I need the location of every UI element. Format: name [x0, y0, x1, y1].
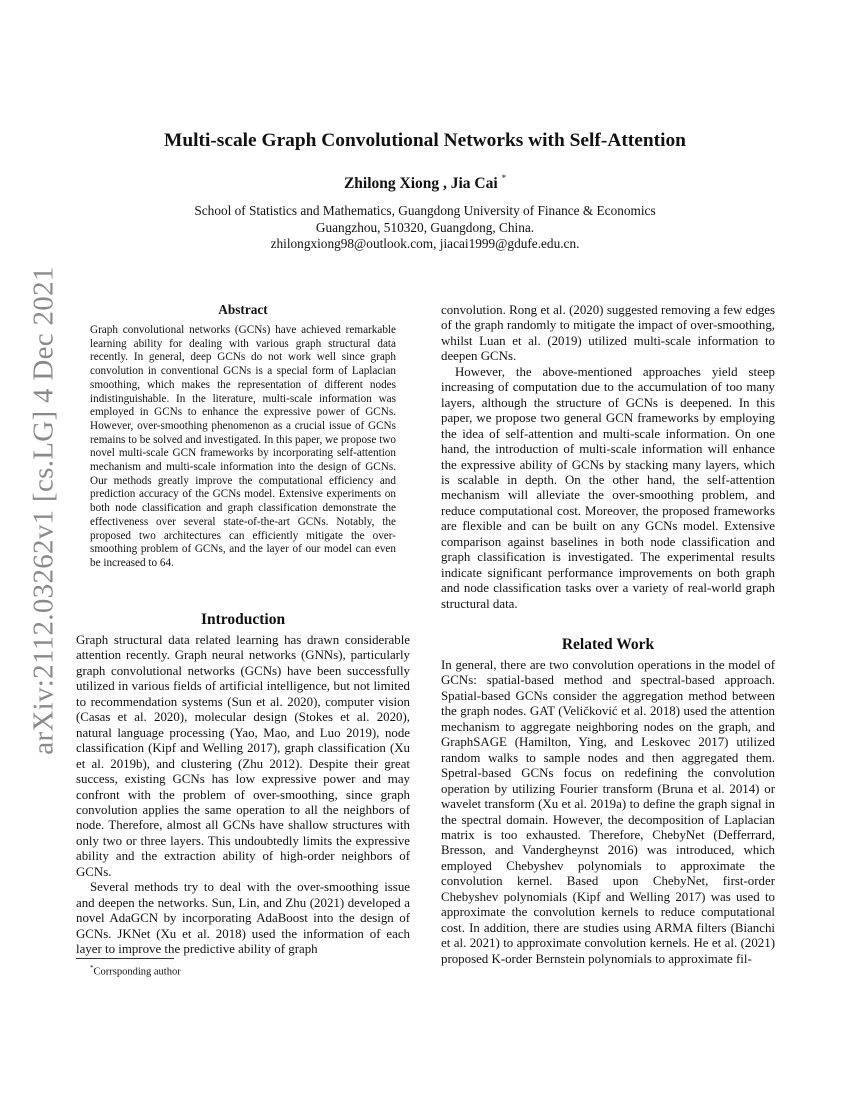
arxiv-id-text: arXiv:2112.03262v1 [cs.LG] 4 Dec 2021 — [27, 265, 60, 755]
related-work-heading: Related Work — [561, 636, 655, 653]
introduction-body — [76, 633, 410, 958]
footnote — [90, 964, 181, 978]
affiliation-institution: School of Statistics and Mathematics, Guangdong University of Finance & Economics — [194, 203, 656, 218]
abstract-heading: Abstract — [218, 302, 268, 317]
author-line — [0, 175, 850, 193]
corresponding-author-mark: * — [501, 173, 507, 183]
footnote-text: Corrsponding author — [93, 966, 181, 978]
introduction-paragraph-2: Several methods try to deal with the over-smoothing issue and deepen the networks. Sun, Lin, and Zhu (2021) developed a novel AdaGCN by incorporating AdaBoost into the design of GCNs. JKNet (Xu et al. 2018) used the information of each layer to improve the predictive ability of graph — [76, 880, 410, 957]
introduction-paragraph-1: Graph structural data related learning has drawn considerable attention recently. Graph neural networks (GNNs), particularly graph convolutional networks (GCNs) have been successfully utilized in various fields of artificial intelligence, but not limited to recommendation systems (Sun et al. 2020), computer vision (Casas et al. 2020), molecular design (Stokes et al. 2020), natural language processing (Yao, Mao, and Luo 2019), node classification (Kipf and Welling 2017), graph classification (Xu et al. 2019b), and clustering (Zhu 2012). Despite their great success, existing GCNs has low expressive power and may confront with the problem of over-smoothing, since graph convolution applies the same operation to all the neighbors of node. Therefore, almost all GCNs have shallow structures with only two or three layers. This undoubtedly limits the expressive ability and the extraction ability of high-order neighbors of GCNs. — [76, 633, 410, 879]
affiliation-emails: zhilongxiong98@outlook.com, jiacai1999@gdufe.edu.cn. — [270, 236, 580, 251]
related-work-body — [441, 658, 775, 967]
footnote-mark: * — [90, 964, 94, 972]
abstract-body: Graph convolutional networks (GCNs) have achieved remarkable learning ability for dealing with various graph structural data recently. In general, deep GCNs do not work well since graph convolution in conventional GCNs is a special form of Laplacian smoothing, which makes the representation of different nodes indistinguishable. In the literature, multi-scale information was employed in GCNs to enhance the expressive power of GCNs. However, over-smoothing phenomenon as a crucial issue of GCNs remains to be solved and investigated. In this paper, we propose two novel multi-scale GCN frameworks by incorporating self-attention mechanism and multi-scale information into the design of GCNs. Our methods greatly improve the computational efficiency and prediction accuracy of the GCNs model. Extensive experiments on both node classification and graph classification demonstrate the effectiveness over several state-of-the-art GCNs. Notably, the proposed two architectures can efficiently mitigate the over-smoothing problem of GCNs, and the layer of our model can even be increased to 64. — [90, 324, 396, 569]
author-names: Zhilong Xiong , Jia Cai — [343, 175, 498, 192]
paper-title: Multi-scale Graph Convolutional Networks with Self-Attention — [164, 130, 686, 151]
introduction-heading: Introduction — [200, 611, 286, 628]
footnote-divider — [76, 958, 174, 959]
related-work-paragraph-1: In general, there are two convolution operations in the model of GCNs: spatial-based method and spectral-based approach. Spatial-based GCNs consider the aggregation method between the graph nodes. GAT (Veličković et al. 2018) used the attention mechanism to aggregate neighboring nodes on the graph, and GraphSAGE (Hamilton, Ying, and Leskovec 2017) utilized random walks to sample nodes and then aggregated them. Spetral-based GCNs focus on redefining the convolution operation by utilizing Fourier transform (Bruna et al. 2014) or wavelet transform (Xu et al. 2019a) to define the graph signal in the spectral domain. However, the decomposition of Laplacian matrix is too exhausted. Therefore, ChebyNet (Defferrard, Bresson, and Vandergheynst 2016) was introduced, which employed Chebyshev polynomials to approximate the convolution kernel. Based upon ChebyNet, first-order Chebyshev polynomials (Kipf and Welling 2017) was used to approximate the convolution kernels to reduce computational cost. In addition, there are studies using ARMA filters (Bianchi et al. 2021) to approximate convolution kernels. He et al. (2021) proposed K-order Bernstein polynomials to approximate fil- — [441, 658, 775, 966]
arxiv-identifier-stamp — [14, 265, 74, 755]
intro-continued-paragraph-2: However, the above-mentioned approaches yield steep increasing of computation due to the accumulation of too many layers, although the structure of GCNs is deepened. In this paper, we propose two general GCN frameworks by employing the idea of self-attention and multi-scale information. On one hand, the introduction of multi-scale information will enhance the expressive ability of GCNs by stacking many layers, which is scalable in depth. On the other hand, the self-attention mechanism will alleviate the over-smoothing problem, and reduce computational cost. Moreover, the proposed frameworks are flexible and can be built on any GCNs model. Extensive comparison against baselines in both node classification and graph classification is investigated. The experimental results indicate significant performance improvements on both graph and node classification tasks over a variety of real-world graph structural data. — [441, 364, 775, 611]
intro-continued-paragraph-1: convolution. Rong et al. (2020) suggested removing a few edges of the graph randomly to mitigate the impact of over-smoothing, whilst Luan et al. (2019) utilized multi-scale information to deepen GCNs. — [441, 303, 775, 364]
affiliation-address: Guangzhou, 510320, Guangdong, China. — [315, 219, 535, 235]
right-column-intro-continued — [441, 303, 775, 612]
affiliation-block — [0, 203, 850, 253]
